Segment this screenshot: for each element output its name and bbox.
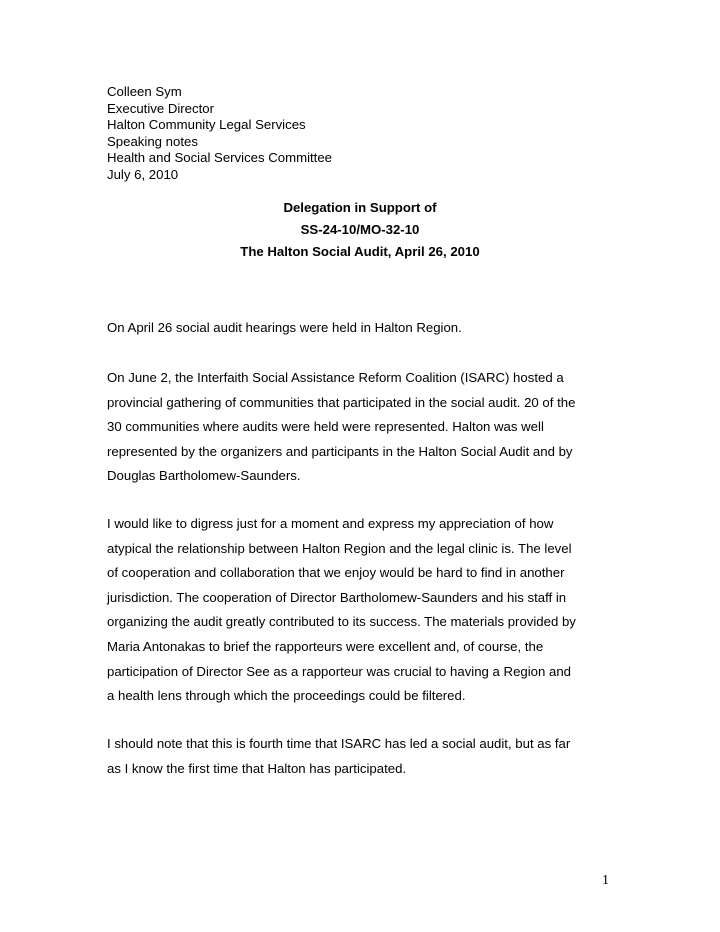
- author-name: Colleen Sym: [107, 84, 182, 99]
- title-line-3: The Halton Social Audit, April 26, 2010: [240, 244, 480, 259]
- paragraph-line: a health lens through which the proceedings could be filtered.: [107, 688, 466, 704]
- title-block: [0, 200, 720, 266]
- paragraph-line: I would like to digress just for a moment and express my appreciation of how: [107, 516, 554, 531]
- paragraph-line: On June 2, the Interfaith Social Assistance Reform Coalition (ISARC) hosted a: [107, 370, 564, 385]
- paragraph-2: [107, 366, 627, 489]
- paragraph-line: as I know the first time that Halton has participated.: [107, 760, 407, 776]
- paragraph-line: provincial gathering of communities that participated in the social audit. 20 of the: [107, 394, 576, 410]
- paragraph-line: On April 26 social audit hearings were held in Halton Region.: [107, 320, 462, 335]
- paragraph-line: represented by the organizers and participants in the Halton Social Audit and by: [107, 443, 573, 459]
- paragraph-line: Maria Antonakas to brief the rapporteurs were excellent and, of course, the: [107, 638, 544, 654]
- paragraph-line: Douglas Bartholomew-Saunders.: [107, 468, 301, 484]
- author-title: Executive Director: [107, 100, 215, 116]
- paragraph-line: 30 communities where audits were held were represented. Halton was well: [107, 419, 544, 435]
- header-block: [107, 84, 332, 184]
- paragraph-line: of cooperation and collaboration that we enjoy would be hard to find in another: [107, 565, 565, 581]
- paragraph-line: I should note that this is fourth time that ISARC has led a social audit, but as far: [107, 736, 571, 751]
- document-date: July 6, 2010: [107, 166, 179, 182]
- organization-name: Halton Community Legal Services: [107, 117, 306, 133]
- paragraph-line: organizing the audit greatly contributed to its success. The materials provided by: [107, 614, 576, 630]
- paragraph-1: [107, 316, 627, 341]
- title-line-2: SS-24-10/MO-32-10: [300, 222, 420, 237]
- paragraph-4: [107, 732, 627, 781]
- document-type: Speaking notes: [107, 133, 198, 149]
- title-line-1: Delegation in Support of: [283, 200, 437, 215]
- page-number: 1: [602, 873, 609, 888]
- paragraph-line: participation of Director See as a rapporteur was crucial to having a Region and: [107, 663, 572, 679]
- committee-name: Health and Social Services Committee: [107, 150, 333, 166]
- paragraph-line: atypical the relationship between Halton Region and the legal clinic is. The level: [107, 540, 572, 556]
- paragraph-3: [107, 512, 627, 709]
- paragraph-line: jurisdiction. The cooperation of Director Bartholomew-Saunders and his staff in: [107, 589, 567, 605]
